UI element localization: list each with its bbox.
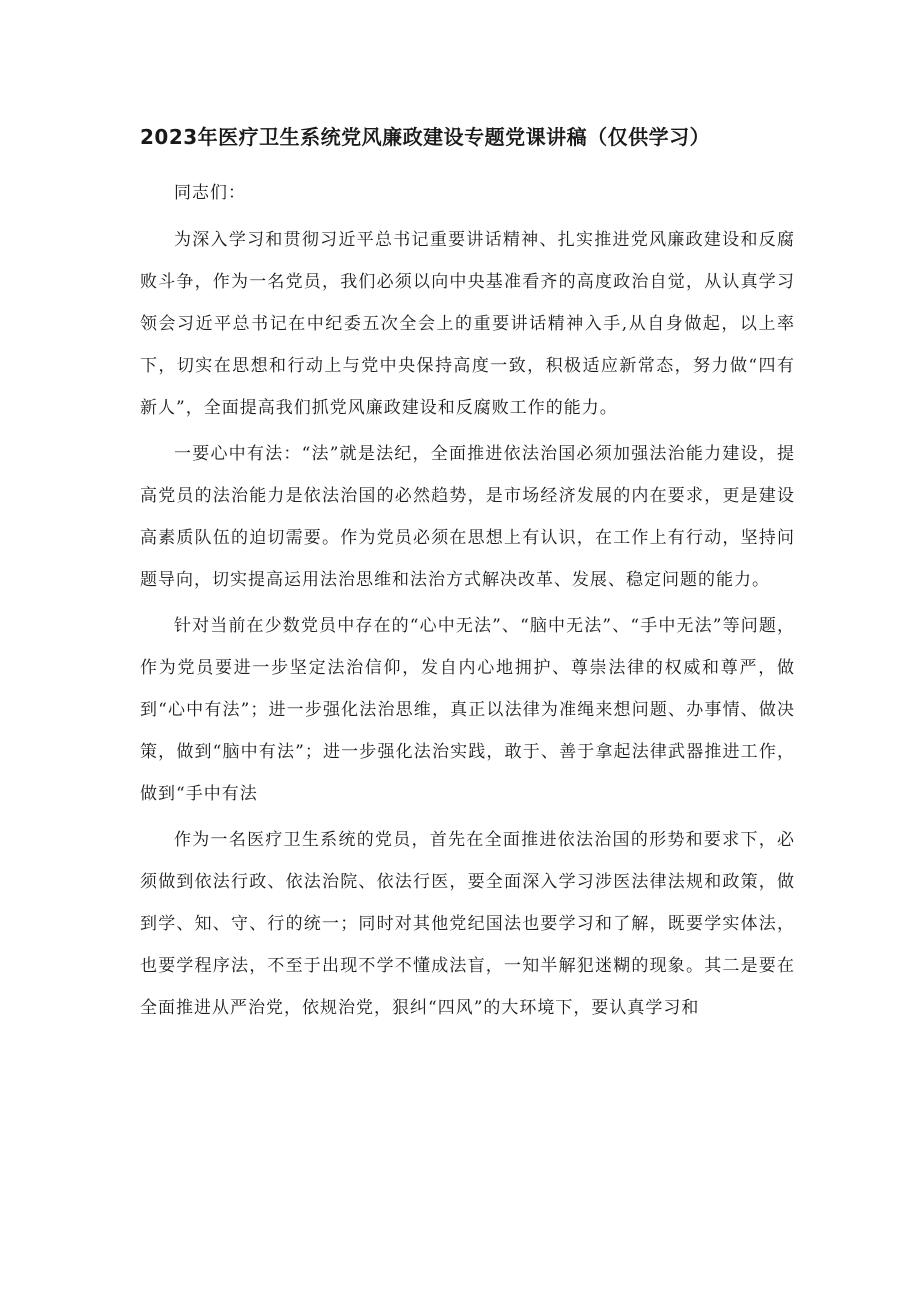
paragraph-medical-party-member: 作为一名医疗卫生系统的党员，首先在全面推进依法治国的形势和要求下，必须做到依法行政、依法治院、依法行医，要全面深入学习涉医法律法规和政策，做到学、知、守、行的统一；同时对其他党纪国法也要学习和了解，既要学实体法，也要学程序法，不至于出现不学不懂成法盲，一知半解犯迷糊的现象。其二是要在全面推进从严治党，依规治党，狠纠“四风”的大环境下，要认真学习和 — [140, 830, 795, 1018]
paragraph-intro: 为深入学习和贯彻习近平总书记重要讲话精神、扎实推进党风廉政建设和反腐败斗争，作为一名党员，我们必须以向中央基准看齐的高度政治自觉，从认真学习领会习近平总书记在中纪委五次全会上的重要讲话精神入手,从自身做起，以上率下，切实在思想和行动上与党中央保持高度一致，积极适应新常态，努力做“四有新人”，全面提高我们抓党风廉政建设和反腐败工作的能力。 — [140, 230, 795, 418]
paragraph-problems: 针对当前在少数党员中存在的“心中无法”、“脑中无法”、“手中无法”等问题，作为党员要进一步坚定法治信仰，发自内心地拥护、尊崇法律的权威和尊严，做到“心中有法”；进一步强化法治思维，真正以法律为准绳来想问题、办事情、做决策，做到“脑中有法”；进一步强化法治实践，敢于、善于拿起法律武器推进工作，做到“手中有法 — [140, 616, 795, 804]
paragraph-law-in-heart: 一要心中有法：“法”就是法纪，全面推进依法治国必须加强法治能力建设，提高党员的法治能力是依法治国的必然趋势，是市场经济发展的内在要求，更是建设高素质队伍的迫切需要。作为党员必须在思想上有认识，在工作上有行动，坚持问题导向，切实提高运用法治思维和法治方式解决改革、发展、稳定问题的能力。 — [140, 444, 795, 590]
document-title: 2023年医疗卫生系统党风廉政建设专题党课讲稿（仅供学习） — [140, 125, 711, 149]
salutation: 同志们： — [174, 183, 246, 203]
document-body — [140, 172, 795, 1029]
